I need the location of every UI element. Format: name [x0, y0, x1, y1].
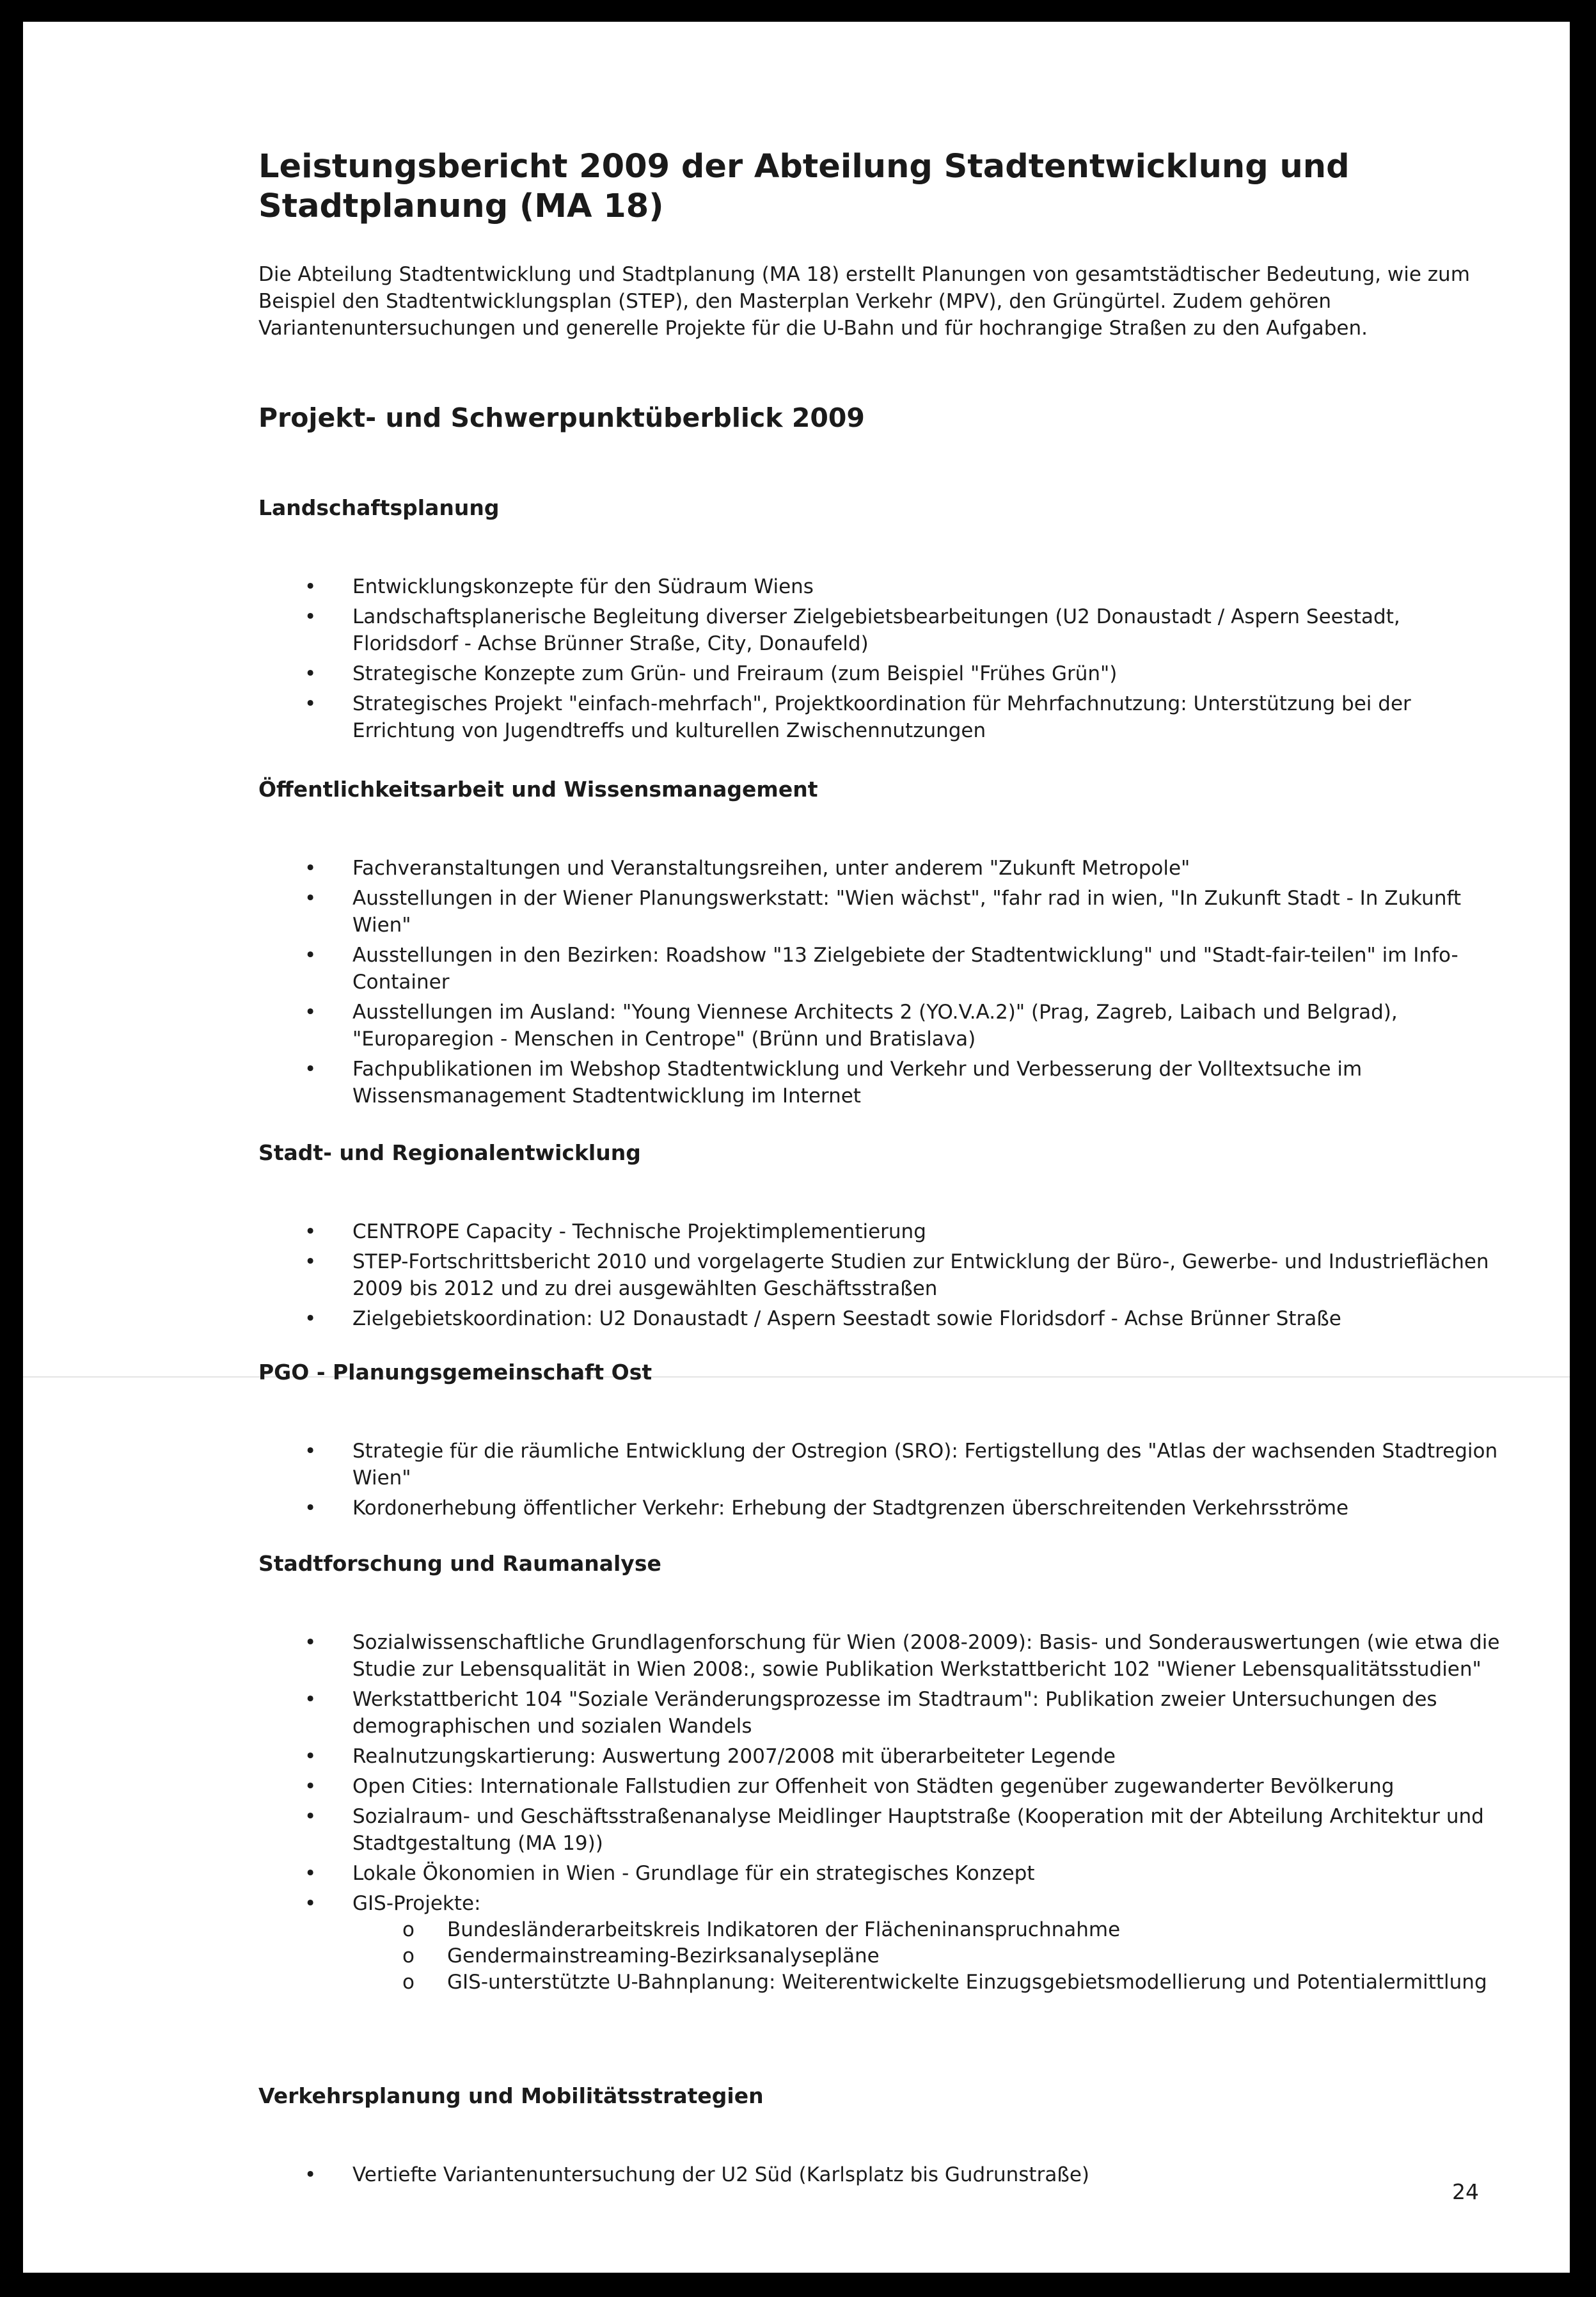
- bullet-icon: •: [304, 887, 317, 910]
- list-item: • Ausstellungen in der Wiener Planungswerkstatt: "Wien wächst", "fahr rad in wien, "In Zukunft Stadt - In Zukunft Wien": [258, 885, 1506, 939]
- section-heading: Landschaftsplanung: [258, 495, 500, 520]
- bullet-icon: •: [304, 1307, 317, 1330]
- list-item: • Fachpublikationen im Webshop Stadtentwicklung und Verkehr und Verbesserung der Volltextsuche im Wissensmanagement Stadtentwicklung im Internet: [258, 1056, 1506, 1109]
- circle-bullet-icon: o: [402, 1971, 415, 1994]
- list-item: • Realnutzungskartierung: Auswertung 2007/2008 mit überarbeiteter Legende: [258, 1743, 1506, 1770]
- bullet-icon: •: [304, 1805, 317, 1828]
- bullet-icon: •: [304, 1688, 317, 1711]
- list-item: • Kordonerhebung öffentlicher Verkehr: Erhebung der Stadtgrenzen überschreitenden Verkehrsströme: [258, 1495, 1506, 1522]
- list-item: • Werkstattbericht 104 "Soziale Veränderungsprozesse im Stadtraum": Publikation zweier Untersuchungen des demographischen und sozialen Wandels: [258, 1686, 1506, 1740]
- bullet-list: [258, 855, 1506, 1109]
- list-item: • Strategische Konzepte zum Grün- und Freiraum (zum Beispiel "Frühes Grün"): [258, 660, 1506, 687]
- bullet-icon: •: [304, 1631, 317, 1654]
- section-pgo: [258, 1358, 1506, 1525]
- bullet-list: [258, 1629, 1506, 1996]
- bullet-icon: •: [304, 1250, 317, 1273]
- bullet-icon: •: [304, 1001, 317, 1024]
- bullet-icon: •: [304, 575, 317, 598]
- section-heading: PGO - Planungsgemeinschaft Ost: [258, 1360, 652, 1385]
- section-heading: Verkehrsplanung und Mobilitätsstrategien: [258, 2083, 764, 2108]
- bullet-icon: •: [304, 944, 317, 967]
- bullet-icon: •: [304, 1775, 317, 1798]
- bullet-list: [258, 2161, 1506, 2188]
- sub-list-item: o GIS-unterstützte U-Bahnplanung: Weiterentwickelte Einzugsgebietsmodellierung und Potentialermittlung: [352, 1969, 1506, 1996]
- bullet-icon: •: [304, 1220, 317, 1243]
- bullet-icon: •: [304, 605, 317, 628]
- list-item: • Sozialwissenschaftliche Grundlagenforschung für Wien (2008-2009): Basis- und Sonderauswertungen (wie etwa die Studie zur Lebensqualität in Wien 2008:, sowie Publikation Werkstattbericht 102 "Wiener Lebensqualitätsstudien": [258, 1629, 1506, 1683]
- overview-heading: Projekt- und Schwerpunktüberblick 2009: [258, 402, 865, 433]
- list-item: • Lokale Ökonomien in Wien - Grundlage für ein strategisches Konzept: [258, 1860, 1506, 1887]
- sub-list: [352, 1917, 1506, 1996]
- section-stadtforschung: [258, 1550, 1506, 1999]
- circle-bullet-icon: o: [402, 1918, 415, 1941]
- page-number: 24: [1452, 2179, 1479, 2204]
- list-item: • Zielgebietskoordination: U2 Donaustadt / Aspern Seestadt sowie Floridsdorf - Achse Brünner Straße: [258, 1305, 1506, 1332]
- bullet-icon: •: [304, 1892, 317, 1915]
- section-heading: Stadt- und Regionalentwicklung: [258, 1140, 641, 1165]
- list-item: • Entwicklungskonzepte für den Südraum Wiens: [258, 573, 1506, 600]
- circle-bullet-icon: o: [402, 1944, 415, 1967]
- section-verkehrsplanung: [258, 2082, 1506, 2191]
- bullet-icon: •: [304, 1058, 317, 1081]
- bullet-icon: •: [304, 662, 317, 685]
- document-page: [23, 22, 1570, 2273]
- list-item: • Strategisches Projekt "einfach-mehrfach", Projektkoordination für Mehrfachnutzung: Unterstützung bei der Errichtung von Jugendtreffs und kulturellen Zwischennutzungen: [258, 690, 1506, 744]
- bullet-icon: •: [304, 1497, 317, 1520]
- bullet-list: [258, 573, 1506, 744]
- section-landschaftsplanung: [258, 494, 1506, 747]
- list-item: • Vertiefte Variantenuntersuchung der U2 Süd (Karlsplatz bis Gudrunstraße): [258, 2161, 1506, 2188]
- list-item: • Open Cities: Internationale Fallstudien zur Offenheit von Städten gegenüber zugewanderter Bevölkerung: [258, 1773, 1506, 1800]
- bullet-list: [258, 1218, 1506, 1332]
- list-item: • Fachveranstaltungen und Veranstaltungsreihen, unter anderem "Zukunft Metropole": [258, 855, 1506, 882]
- intro-paragraph: Die Abteilung Stadtentwicklung und Stadtplanung (MA 18) erstellt Planungen von gesamtstädtischer Bedeutung, wie zum Beispiel den Stadtentwicklungsplan (STEP), den Masterplan Verkehr (MPV), den Grüngürtel. Zudem gehören Variantenuntersuchungen und generelle Projekte für die U-Bahn und für hochrangige Straßen zu den Aufgaben.: [258, 263, 1470, 340]
- list-item: • Ausstellungen in den Bezirken: Roadshow "13 Zielgebiete der Stadtentwicklung" und "Stadt-fair-teilen" im Info-Container: [258, 942, 1506, 996]
- sub-list-item: o Gendermainstreaming-Bezirksanalysepläne: [352, 1943, 1506, 1969]
- section-oeffentlichkeitsarbeit: [258, 775, 1506, 1113]
- list-item: • Sozialraum- und Geschäftsstraßenanalyse Meidlinger Hauptstraße (Kooperation mit der Abteilung Architektur und Stadtgestaltung (MA 19)): [258, 1803, 1506, 1857]
- bullet-icon: •: [304, 2163, 317, 2186]
- bullet-icon: •: [304, 1745, 317, 1768]
- bullet-icon: •: [304, 857, 317, 880]
- section-heading: Öffentlichkeitsarbeit und Wissensmanagement: [258, 777, 818, 802]
- sub-list-item: o Bundesländerarbeitskreis Indikatoren der Flächeninanspruchnahme: [352, 1917, 1506, 1943]
- section-regionalentwicklung: [258, 1139, 1506, 1335]
- bullet-icon: •: [304, 692, 317, 715]
- bullet-icon: •: [304, 1440, 317, 1463]
- list-item: • Landschaftsplanerische Begleitung diverser Zielgebietsbearbeitungen (U2 Donaustadt / Aspern Seestadt, Floridsdorf - Achse Brünner Straße, City, Donaufeld): [258, 603, 1506, 657]
- section-heading: Stadtforschung und Raumanalyse: [258, 1551, 661, 1576]
- bullet-icon: •: [304, 1862, 317, 1885]
- page-title: Leistungsbericht 2009 der Abteilung Stadtentwicklung und Stadtplanung (MA 18): [258, 148, 1350, 225]
- bullet-list: [258, 1438, 1506, 1522]
- list-item: • Strategie für die räumliche Entwicklung der Ostregion (SRO): Fertigstellung des "Atlas der wachsenden Stadtregion Wien": [258, 1438, 1506, 1491]
- list-item: • GIS-Projekte: o Bundesländerarbeitskreis Indikatoren der Flächeninanspruchnahme o Gendermainstreaming-Bezirksanalysepläne o GIS-unterstützte U-Bahnplanung: Weiterentwickelte Einzugsgebietsmodellierung und Potentialermittlung: [258, 1890, 1506, 1996]
- list-item: • STEP-Fortschrittsbericht 2010 und vorgelagerte Studien zur Entwicklung der Büro-, Gewerbe- und Industrieflächen 2009 bis 2012 und zu drei ausgewählten Geschäftsstraßen: [258, 1248, 1506, 1302]
- list-item: • Ausstellungen im Ausland: "Young Viennese Architects 2 (YO.V.A.2)" (Prag, Zagreb, Laibach und Belgrad), "Europaregion - Menschen in Centrope" (Brünn und Bratislava): [258, 999, 1506, 1053]
- list-item: • CENTROPE Capacity - Technische Projektimplementierung: [258, 1218, 1506, 1245]
